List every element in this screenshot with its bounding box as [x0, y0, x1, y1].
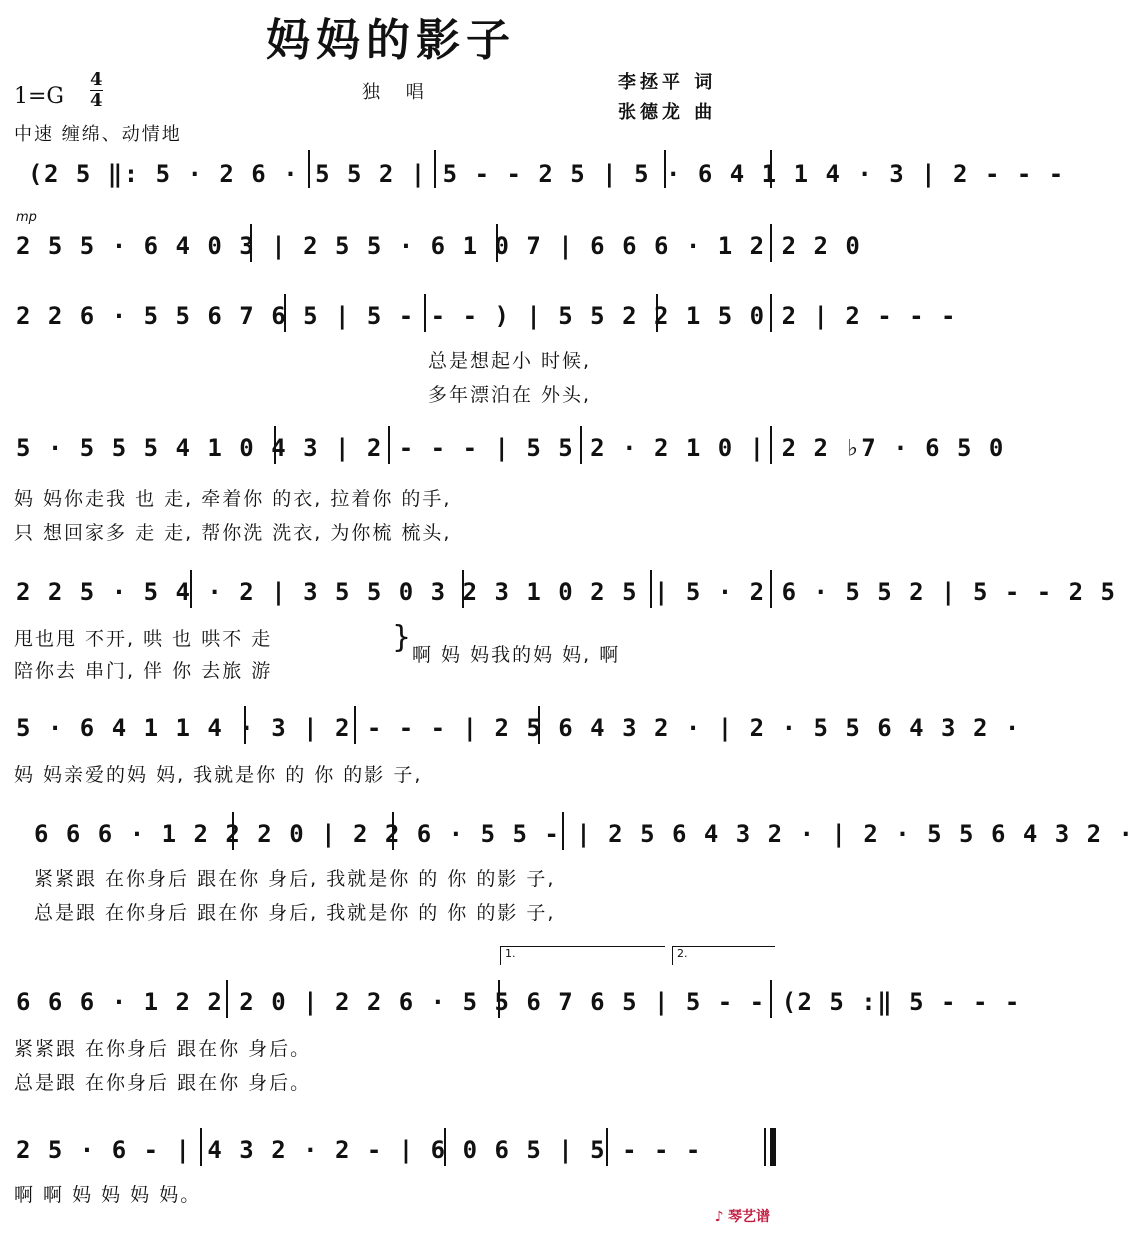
lyric-line-3b: 多年漂泊在 外头, [428, 384, 592, 406]
barline [308, 150, 310, 188]
barline [462, 570, 464, 608]
barline [354, 706, 356, 744]
barline [388, 426, 390, 464]
barline [244, 706, 246, 744]
tempo-marking: 中速 缠绵、动情地 [14, 124, 182, 145]
barline [770, 426, 772, 464]
score-line-3: 2 2 6 · 5 5 6 7 6 5 | 5 - - - ) | 5 5 2 2 1 5 0 2 | 2 - - - [16, 302, 958, 330]
barline [562, 812, 564, 850]
time-signature-top: 4 [90, 69, 103, 90]
lyric-line-5a: 甩也甩 不开, 哄 也 哄不 走 [14, 628, 273, 650]
barline [392, 812, 394, 850]
time-signature [90, 70, 103, 111]
lyric-line-9: 啊 啊 妈 妈 妈 妈。 [14, 1184, 202, 1206]
barline [284, 294, 286, 332]
lyric-line-8a: 紧紧跟 在你身后 跟在你 身后。 [14, 1038, 312, 1060]
barline [274, 426, 276, 464]
barline [770, 980, 772, 1018]
volta-1: 1. [500, 946, 665, 965]
time-signature-bottom: 4 [90, 90, 103, 111]
lyricist-credit: 李拯平 词 [618, 72, 717, 93]
key-signature: 1=G [14, 84, 65, 109]
barline [656, 294, 658, 332]
score-line-7: 6 6 6 · 1 2 2 2 0 | 2 2 6 · 5 5 - | 2 5 6 4 3 2 · | 2 · 5 5 6 4 3 2 · [34, 820, 1135, 848]
barline [770, 224, 772, 262]
lyric-line-7b: 总是跟 在你身后 跟在你 身后, 我就是你 的 你 的影 子, [34, 902, 556, 924]
score-line-9: 2 5 · 6 - | 4 3 2 · 2 - | 6 0 6 5 | 5 - - - [16, 1136, 702, 1164]
lyric-line-8b: 总是跟 在你身后 跟在你 身后。 [14, 1072, 312, 1094]
barline [580, 426, 582, 464]
barline [538, 706, 540, 744]
watermark [715, 1206, 770, 1226]
score-line-8: 6 6 6 · 1 2 2 2 0 | 2 2 6 · 5 5 6 7 6 5 | 5 - - (2 5 :‖ 5 - - - [16, 988, 1021, 1016]
composer-credit: 张德龙 曲 [618, 102, 717, 123]
lyric-line-7a: 紧紧跟 在你身后 跟在你 身后, 我就是你 的 你 的影 子, [34, 868, 556, 890]
watermark-text: 琴艺谱 [728, 1209, 770, 1225]
lyric-line-5b: 陪你去 串门, 伴 你 去旅 游 [14, 660, 273, 682]
barline [770, 294, 772, 332]
barline [250, 224, 252, 262]
music-note-icon: ♪ [714, 1209, 724, 1225]
lyric-line-5c: 啊 妈 妈我的妈 妈, 啊 [412, 644, 621, 666]
lyric-line-6: 妈 妈亲爱的妈 妈, 我就是你 的 你 的影 子, [14, 764, 423, 786]
barline [496, 224, 498, 262]
barline [424, 294, 426, 332]
dynamics-marking: mp [16, 210, 37, 225]
score-line-1: (2 5 ‖: 5 · 2 6 · 5 5 2 | 5 - - 2 5 | 5 · 6 4 1 1 4 · 3 | 2 - - - [28, 160, 1065, 188]
barline [664, 150, 666, 188]
barline [444, 1128, 446, 1166]
lyric-line-4b: 只 想回家多 走 走, 帮你洗 洗衣, 为你梳 梳头, [14, 522, 452, 544]
barline [434, 150, 436, 188]
volta-2: 2. [672, 946, 775, 965]
lyric-line-4a: 妈 妈你走我 也 走, 牵着你 的衣, 拉着你 的手, [14, 488, 452, 510]
page-title: 妈妈的影子 [266, 15, 516, 66]
performance-type: 独 唱 [362, 82, 434, 103]
barline [498, 980, 500, 1018]
score-line-6: 5 · 6 4 1 1 4 · 3 | 2 - - - | 2 5 6 4 3 2 · | 2 · 5 5 6 4 3 2 · [16, 714, 1021, 742]
score-line-4: 5 · 5 5 5 4 1 0 4 3 | 2 - - - | 5 5 2 · 2 1 0 | 2 2 ♭7 · 6 5 0 [16, 434, 1005, 462]
score-line-2: 2 5 5 · 6 4 0 3 | 2 5 5 · 6 1 0 7 | 6 6 6 · 1 2 2 2 0 [16, 232, 862, 260]
barline [764, 1128, 766, 1166]
final-barline [770, 1128, 776, 1166]
barline [770, 150, 772, 188]
barline [770, 570, 772, 608]
lyric-line-3a: 总是想起小 时候, [428, 350, 592, 372]
barline [190, 570, 192, 608]
score-line-5: 2 2 5 · 5 4 · 2 | 3 5 5 0 3 2 3 1 0 2 5 | 5 · 2 6 · 5 5 2 | 5 - - 2 5 [16, 578, 1117, 606]
barline [232, 812, 234, 850]
lyric-brace: } [392, 620, 412, 655]
barline [650, 570, 652, 608]
barline [606, 1128, 608, 1166]
barline [226, 980, 228, 1018]
barline [200, 1128, 202, 1166]
